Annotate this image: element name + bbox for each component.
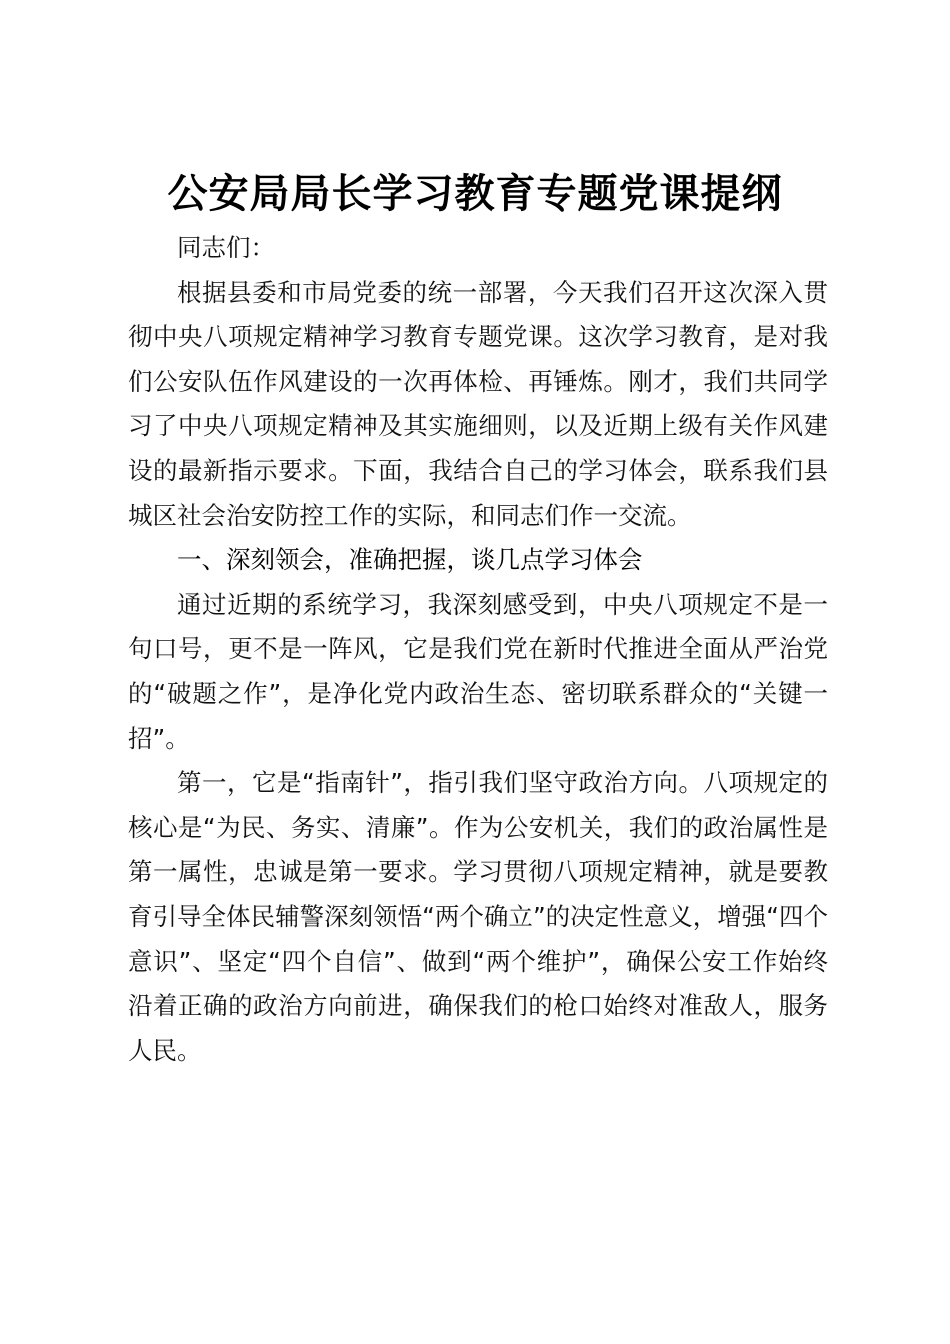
section-heading: 一、深刻领会，准确把握，谈几点学习体会 — [177, 545, 643, 575]
salutation-paragraph: 同志们： — [177, 233, 275, 262]
body-paragraph: 通过近期的系统学习，我深刻感受到，中央八项规定不是一句口号，更不是一阵风，它是我们党在新时代推进全面从严治党的“破题之作”，是净化党内政治生态、密切联系群众的“关键一招”。 — [128, 589, 828, 753]
intro-paragraph: 根据县委和市局党委的统一部署，今天我们召开这次深入贯彻中央八项规定精神学习教育专题党课。这次学习教育，是对我们公安队伍作风建设的一次再体检、再锤炼。刚才，我们共同学习了中央八项规定精神及其实施细则，以及近期上级有关作风建设的最新指示要求。下面，我结合自己的学习体会，联系我们县城区社会治安防控工作的实际，和同志们作一交流。 — [128, 277, 828, 530]
body-paragraph: 第一，它是“指南针”，指引我们坚守政治方向。八项规定的核心是“为民、务实、清廉”。作为公安机关，我们的政治属性是第一属性，忠诚是第一要求。学习贯彻八项规定精神，就是要教育引导全体民辅警深刻领悟“两个确立”的决定性意义，增强“四个意识”、坚定“四个自信”、做到“两个维护”，确保公安工作始终沿着正确的政治方向前进，确保我们的枪口始终对准敌人，服务人民。 — [128, 768, 828, 1065]
document-body — [128, 226, 828, 1073]
document-title: 公安局局长学习教育专题党课提纲 — [167, 171, 783, 217]
